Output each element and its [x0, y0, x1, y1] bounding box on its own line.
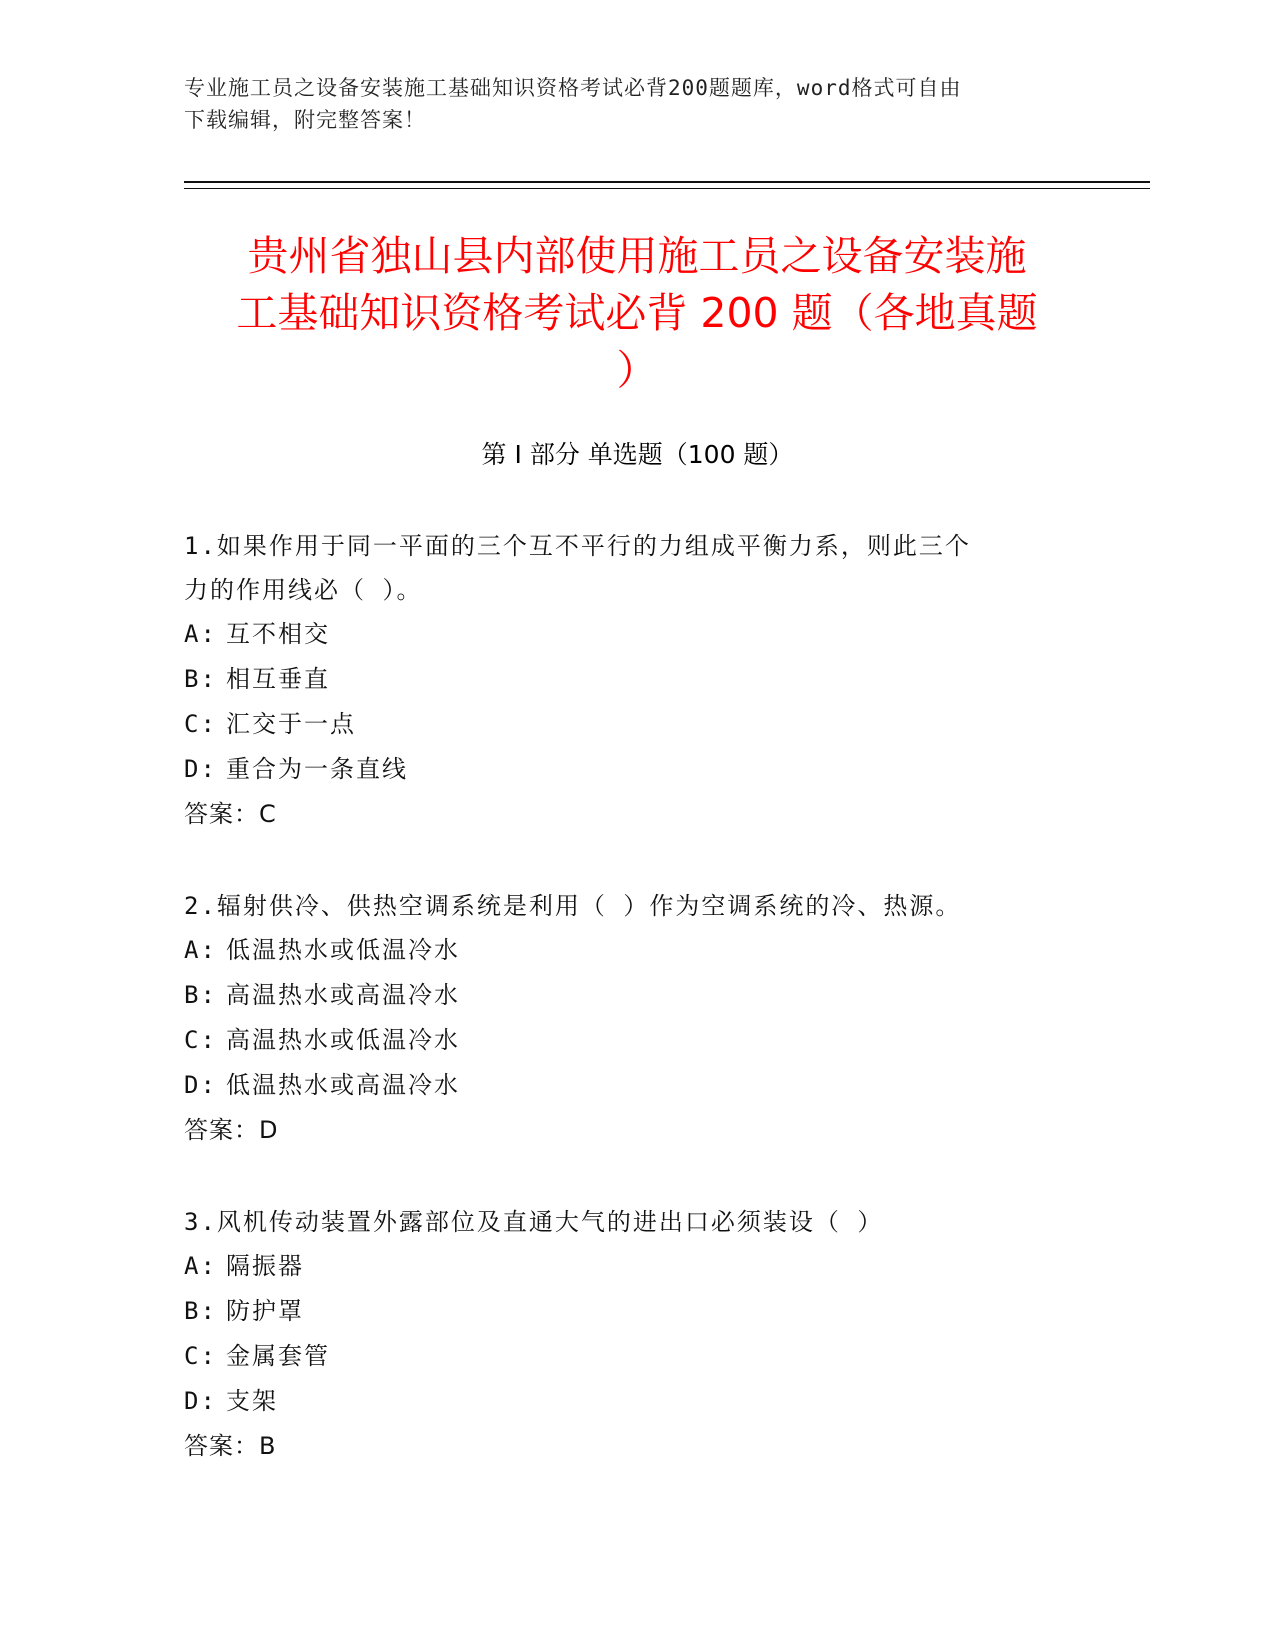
question-stem-continued: 力的作用线必（ ）。 — [184, 576, 423, 604]
answer-line: 答案：D — [184, 1116, 279, 1144]
option-b — [184, 657, 1064, 702]
option-text: 互不相交 — [226, 620, 330, 648]
option-a — [184, 612, 1064, 657]
document-title-line-3: ） — [616, 346, 658, 394]
option-key: C: — [184, 710, 217, 738]
option-text: 重合为一条直线 — [226, 755, 408, 783]
option-text: 金属套管 — [226, 1342, 330, 1370]
option-text: 高温热水或低温冷水 — [226, 1026, 460, 1054]
header-divider-thick — [184, 181, 1150, 183]
header-note — [184, 72, 1064, 136]
option-text: 防护罩 — [226, 1297, 304, 1325]
option-b — [184, 1289, 1064, 1334]
option-d — [184, 1379, 1064, 1424]
option-d — [184, 1063, 1064, 1108]
option-text: 隔振器 — [226, 1252, 304, 1280]
option-c — [184, 1334, 1064, 1379]
option-a — [184, 1244, 1064, 1289]
question-stem: 2.辐射供冷、供热空调系统是利用（ ）作为空调系统的冷、热源。 — [184, 892, 962, 920]
header-note-line-2: 下载编辑，附完整答案！ — [184, 108, 426, 132]
option-key: A: — [184, 1252, 217, 1280]
answer-line: 答案：C — [184, 800, 277, 828]
option-key: B: — [184, 981, 217, 1009]
document-title-line-2: 工基础知识资格考试必背 200 题（各地真题 — [236, 289, 1038, 337]
option-key: A: — [184, 936, 217, 964]
option-text: 汇交于一点 — [226, 710, 356, 738]
question-3 — [184, 1200, 1064, 1469]
option-key: D: — [184, 1071, 217, 1099]
document-title — [184, 228, 1090, 399]
question-stem: 3.风机传动装置外露部位及直通大气的进出口必须装设（ ） — [184, 1208, 884, 1236]
option-text: 低温热水或高温冷水 — [226, 1071, 460, 1099]
option-a — [184, 928, 1064, 973]
option-key: C: — [184, 1026, 217, 1054]
question-1 — [184, 524, 1064, 837]
document-title-line-1: 贵州省独山县内部使用施工员之设备安装施 — [247, 232, 1027, 280]
option-key: D: — [184, 755, 217, 783]
option-key: C: — [184, 1342, 217, 1370]
section-title: 第 I 部分 单选题（100 题） — [481, 440, 794, 469]
option-key: B: — [184, 1297, 217, 1325]
question-stem: 1.如果作用于同一平面的三个互不平行的力组成平衡力系，则此三个 — [184, 532, 971, 560]
option-text: 支架 — [226, 1387, 278, 1415]
option-key: D: — [184, 1387, 217, 1415]
option-b — [184, 973, 1064, 1018]
option-c — [184, 1018, 1064, 1063]
option-text: 相互垂直 — [226, 665, 330, 693]
option-c — [184, 702, 1064, 747]
header-note-line-1: 专业施工员之设备安装施工基础知识资格考试必背200题题库，word格式可自由 — [184, 76, 962, 100]
question-2 — [184, 884, 1064, 1153]
option-key: B: — [184, 665, 217, 693]
option-d — [184, 747, 1064, 792]
answer-line: 答案：B — [184, 1432, 277, 1460]
option-text: 低温热水或低温冷水 — [226, 936, 460, 964]
header-divider-thin — [184, 188, 1150, 189]
option-key: A: — [184, 620, 217, 648]
option-text: 高温热水或高温冷水 — [226, 981, 460, 1009]
